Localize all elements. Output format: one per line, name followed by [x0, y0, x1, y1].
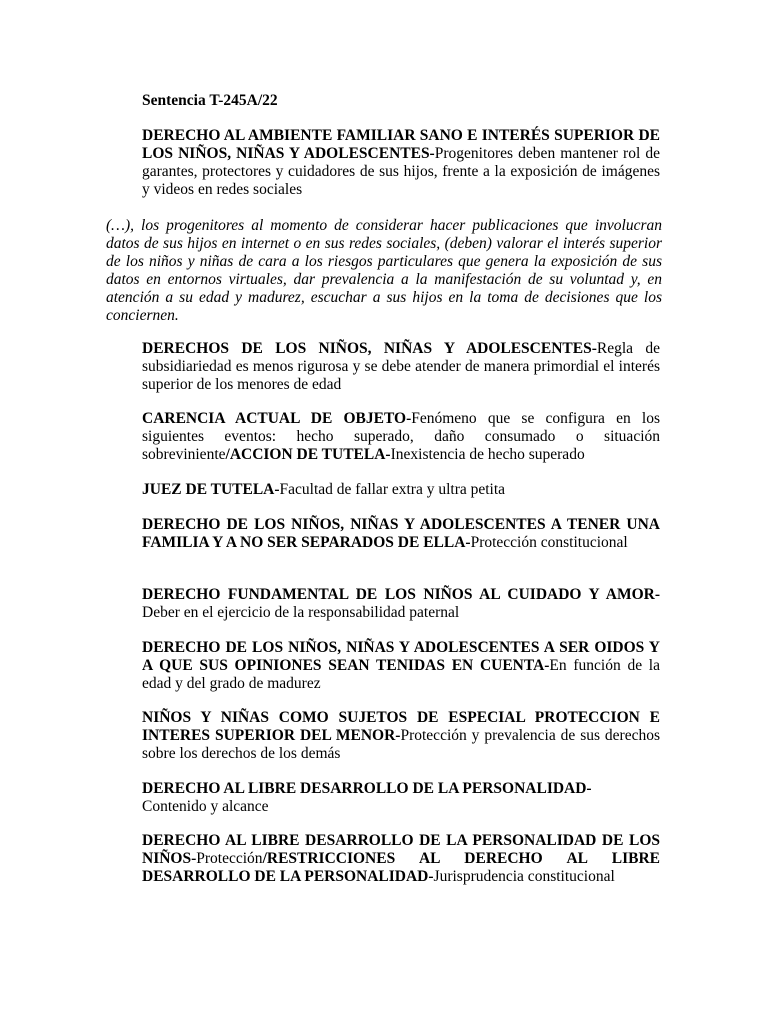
- descriptor-heading: DERECHO AL AMBIENTE FAMILIAR SANO E INTERÉS SUPERIOR DE LOS NIÑOS, NIÑAS Y ADOLESCENTES-: [142, 127, 660, 162]
- descriptor-heading: DERECHO AL LIBRE DESARROLLO DE LA PERSONALIDAD-: [142, 780, 592, 797]
- descriptor-text: Contenido y alcance: [142, 798, 269, 815]
- descriptor-text: En función de la edad y del grado de madurez: [142, 657, 660, 692]
- descriptor-text: Protección: [196, 850, 263, 867]
- descriptor-paragraph: [142, 709, 660, 763]
- descriptor-paragraph: [142, 780, 660, 816]
- descriptor-heading-secondary: /ACCION DE TUTELA-: [225, 446, 391, 463]
- descriptor-heading: NIÑOS Y NIÑAS COMO SUJETOS DE ESPECIAL PROTECCION E INTERES SUPERIOR DEL MENOR-: [142, 709, 660, 744]
- descriptor-text: Regla de subsidiariedad es menos rigurosa y se debe atender de manera primordial el interés superior de los menores de edad: [142, 340, 660, 393]
- descriptor-heading: DERECHO DE LOS NIÑOS, NIÑAS Y ADOLESCENTES A TENER UNA FAMILIA Y A NO SER SEPARADOS DE ELLA-: [142, 516, 660, 551]
- descriptor-text: Protección y prevalencia de sus derechos sobre los derechos de los demás: [142, 727, 660, 762]
- descriptor-paragraph: [142, 340, 660, 394]
- descriptor-text: Deber en el ejercicio de la responsabilidad paternal: [142, 604, 460, 621]
- descriptor-text: Fenómeno que se configura en los siguientes eventos: hecho superado, daño consumado o situación sobreviniente: [142, 410, 660, 463]
- descriptor-paragraph: [142, 586, 660, 622]
- descriptor-text-secondary: Jurisprudencia constitucional: [433, 868, 615, 885]
- descriptor-paragraph: [142, 832, 660, 886]
- descriptor-heading: DERECHO AL LIBRE DESARROLLO DE LA PERSONALIDAD DE LOS NIÑOS-: [142, 832, 660, 867]
- descriptor-text: Protección constitucional: [470, 534, 628, 551]
- document-title: Sentencia T-245A/22: [142, 92, 278, 109]
- descriptor-text-secondary: Inexistencia de hecho superado: [390, 446, 585, 463]
- descriptor-heading: JUEZ DE TUTELA-: [142, 481, 280, 498]
- descriptor-heading: DERECHO DE LOS NIÑOS, NIÑAS Y ADOLESCENTES A SER OIDOS Y A QUE SUS OPINIONES SEAN TENIDAS EN CUENTA-: [142, 639, 660, 674]
- descriptor-paragraph: [142, 410, 660, 464]
- quoted-excerpt: (…), los progenitores al momento de considerar hacer publicaciones que involucran datos de sus hijos en internet o en sus redes sociales, (deben) valorar el interés superior de los niños y niñas de cara a los riesgos particulares que genera la exposición de sus datos en entornos virtuales, dar prevalencia a la manifestación de su voluntad y, en atención a su edad y madurez, escuchar a sus hijos en la toma de decisiones que los conciernen.: [106, 217, 662, 324]
- descriptor-heading: CARENCIA ACTUAL DE OBJETO-: [142, 410, 412, 427]
- descriptor-paragraph: [142, 127, 660, 199]
- descriptor-heading: DERECHO FUNDAMENTAL DE LOS NIÑOS AL CUIDADO Y AMOR-: [142, 586, 660, 603]
- descriptor-paragraph: [142, 481, 660, 499]
- descriptor-paragraph: [142, 516, 660, 552]
- descriptor-heading: DERECHOS DE LOS NIÑOS, NIÑAS Y ADOLESCENTES-: [142, 340, 597, 357]
- descriptor-text: Facultad de fallar extra y ultra petita: [279, 481, 506, 498]
- descriptor-heading-secondary: /RESTRICCIONES AL DERECHO AL LIBRE DESARROLLO DE LA PERSONALIDAD-: [142, 850, 660, 885]
- descriptor-paragraph: [142, 639, 660, 693]
- descriptor-text: Progenitores deben mantener rol de garantes, protectores y cuidadores de sus hijos, frente a la exposición de imágenes y videos en redes sociales: [142, 145, 660, 198]
